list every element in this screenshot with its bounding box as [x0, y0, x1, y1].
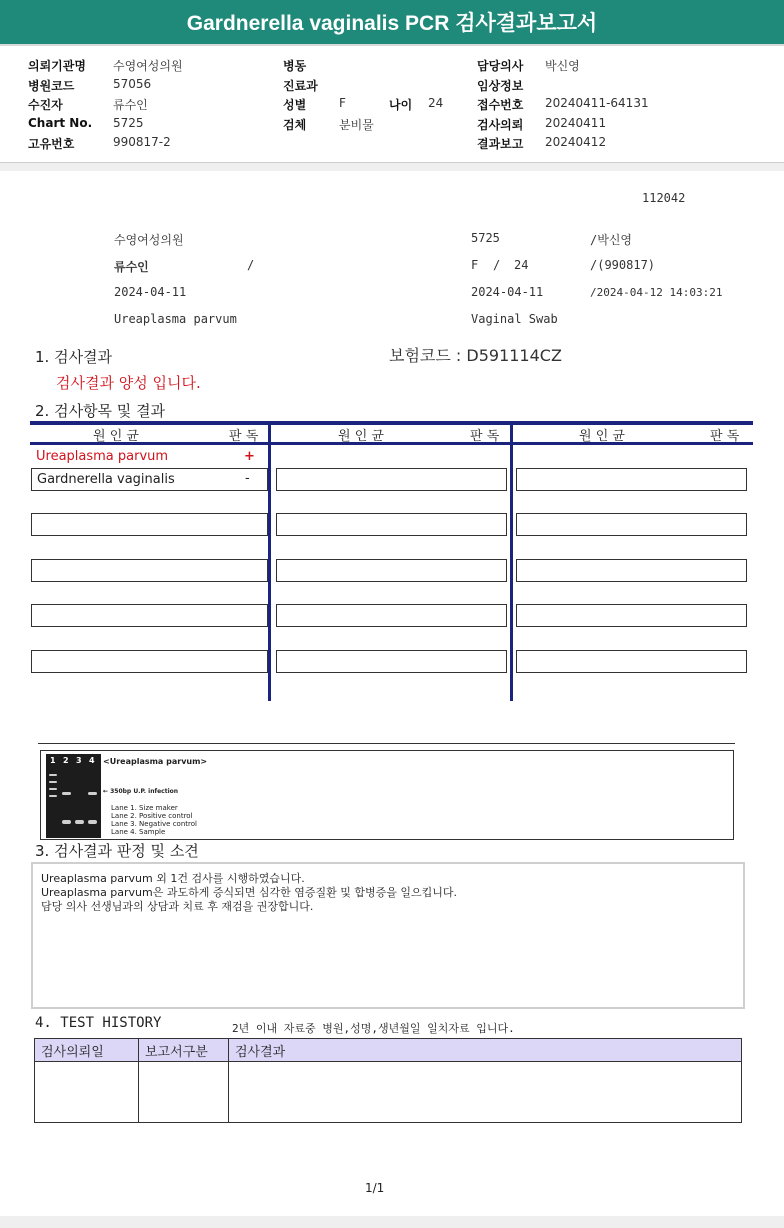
header-label: Chart No. [28, 115, 93, 130]
header-row [477, 96, 777, 116]
gel-legend-item: Lane 1. Size maker [111, 804, 178, 812]
report-title: Gardnerella vaginalis PCR 검사결과보고서 [186, 12, 598, 35]
gel-frame [40, 750, 734, 840]
gel-legend-item: Lane 4. Sample [111, 828, 166, 836]
header-row [477, 116, 777, 136]
result-cell [31, 468, 268, 491]
page-number: 1/1 [365, 1181, 385, 1195]
interpretation-line: Ureaplasma parvum 외 1건 검사를 시행하였습니다. [41, 872, 305, 885]
header-value: 20240411 [545, 115, 607, 130]
header-value: 57056 [113, 76, 152, 91]
result-organism: Ureaplasma parvum [36, 449, 169, 464]
result-cell [276, 559, 507, 582]
header-label: 검체 [283, 117, 307, 132]
col-header-judge: 판 독 [229, 429, 259, 444]
section-1-title: 1. 검사결과 [35, 348, 113, 366]
header-label: 접수번호 [477, 98, 524, 112]
header-row [477, 57, 777, 77]
info-specimen: Vaginal Swab [471, 312, 558, 326]
result-cell [276, 513, 507, 536]
history-note: 2년 이내 자료중 병원,성명,생년월일 일치자료 입니다. [232, 1022, 515, 1035]
history-col-header: 검사의뢰일 [35, 1039, 139, 1062]
header-row [28, 77, 278, 97]
history-table [34, 1038, 742, 1123]
info-date-receive: 2024-04-11 [471, 285, 544, 299]
result-cell [516, 468, 747, 491]
header-label: 병동 [283, 59, 307, 73]
gel-band [49, 774, 57, 776]
gel-band [62, 820, 71, 824]
section-3-title: 3. 검사결과 판정 및 소견 [35, 842, 199, 860]
result-cell [31, 559, 268, 582]
interpretation-line: 담당 의사 선생님과의 상담과 치료 후 재검을 권장합니다. [41, 900, 314, 913]
info-hospital: 수영여성의원 [114, 233, 184, 247]
header-row [283, 77, 463, 97]
result-cell [516, 604, 747, 627]
info-sex: F [471, 258, 479, 272]
header-value: 박신영 [545, 59, 580, 73]
header-row [28, 57, 278, 77]
result-cell [31, 513, 268, 536]
history-col-header: 보고서구분 [139, 1039, 229, 1062]
insurance-code: 보험코드 : D591114CZ [389, 346, 562, 365]
result-judgement: + [244, 449, 255, 464]
header-value: 수영여성의원 [113, 59, 183, 73]
header-row [283, 116, 463, 136]
history-header-row [35, 1039, 742, 1062]
info-doctor: /박신영 [590, 233, 633, 247]
table-divider [268, 425, 271, 701]
header-value: 20240411-64131 [545, 96, 649, 110]
header-value: F [339, 96, 346, 110]
header-label: 결과보고 [477, 137, 524, 151]
footer-strip [0, 1216, 784, 1228]
report-title-bar [0, 0, 784, 46]
history-row [35, 1062, 742, 1123]
report-code: 112042 [642, 191, 686, 205]
header-row [283, 96, 463, 116]
gel-lane-number: 3 [76, 756, 82, 765]
header-label: 성별 [283, 98, 307, 112]
gel-lane-number: 2 [63, 756, 69, 765]
result-cell [516, 513, 747, 536]
col-header-judge: 판 독 [710, 429, 740, 444]
gel-image [46, 754, 101, 838]
header-column-3 [477, 57, 777, 155]
header-row [28, 135, 278, 155]
header-value: 990817-2 [113, 135, 171, 149]
section-2-title: 2. 검사항목 및 결과 [35, 402, 166, 420]
header-value: 류수인 [113, 98, 148, 112]
col-header-judge: 판 독 [470, 429, 500, 444]
result-cell [31, 604, 268, 627]
header-row [28, 116, 278, 136]
age-label: 나이 [389, 98, 413, 112]
gel-band [49, 781, 57, 783]
header-value: 20240412 [545, 135, 607, 149]
gel-top-rule [38, 743, 735, 744]
gel-band [88, 820, 97, 824]
gel-legend [111, 804, 197, 836]
age-value: 24 [428, 96, 444, 110]
header-row [28, 96, 278, 116]
col-header-organism: 원 인 균 [579, 429, 625, 444]
gel-band [62, 792, 71, 795]
header-label: 수진자 [28, 98, 63, 112]
table-divider [510, 425, 513, 701]
result-cell [276, 468, 507, 491]
history-cell [229, 1062, 742, 1123]
gel-lane-number: 1 [50, 756, 56, 765]
header-label: 검사의뢰 [477, 117, 524, 132]
history-cell [35, 1062, 139, 1123]
interpretation-line: Ureaplasma parvum은 과도하게 증식되면 심각한 염증질환 및 합병증을 일으킵니다. [41, 886, 457, 899]
result-cell [516, 650, 747, 673]
header-label: 진료과 [283, 78, 318, 93]
header-row [477, 77, 777, 97]
header-column-2 [283, 57, 463, 135]
result-cell [276, 650, 507, 673]
info-datetime-report: /2024-04-12 14:03:21 [590, 286, 723, 299]
header-column-1 [28, 57, 278, 155]
info-slash: / [247, 258, 255, 272]
info-id: /(990817) [590, 258, 656, 272]
header-value: 분비물 [339, 117, 374, 132]
gel-band [75, 820, 84, 824]
gel-legend-item: Lane 3. Negative control [111, 820, 197, 828]
header-row [477, 135, 777, 155]
gel-lane-number: 4 [89, 756, 95, 765]
result-summary: 검사결과 양성 입니다. [56, 374, 201, 392]
gel-band [49, 795, 57, 797]
info-chart: 5725 [471, 231, 500, 245]
info-patient: 류수인 [114, 260, 149, 274]
history-col-header: 검사결과 [229, 1039, 742, 1062]
header-label: 임상정보 [477, 78, 524, 93]
info-slash: / [493, 258, 501, 272]
result-cell [31, 650, 268, 673]
section-4-title: 4. TEST HISTORY [35, 1015, 162, 1031]
gel-band [88, 792, 97, 795]
col-header-organism: 원 인 균 [93, 429, 139, 444]
header-label: 병원코드 [28, 78, 75, 93]
history-cell [139, 1062, 229, 1123]
gel-band [49, 788, 57, 790]
col-header-organism: 원 인 균 [338, 429, 384, 444]
header-label: 의뢰기관명 [28, 59, 86, 73]
header-label: 담당의사 [477, 59, 524, 73]
gel-arrow-label: ← 350bp U.P. infection [103, 788, 179, 795]
header-value: 5725 [113, 115, 144, 130]
info-date-request: 2024-04-11 [114, 285, 187, 299]
result-cell [516, 559, 747, 582]
header-row [283, 57, 463, 77]
info-test: Ureaplasma parvum [114, 312, 237, 326]
result-cell [276, 604, 507, 627]
result-judgement: - [245, 471, 250, 486]
header-separator [0, 162, 784, 171]
interpretation-box [31, 862, 745, 1009]
gel-title: <Ureaplasma parvum> [103, 757, 208, 766]
info-age: 24 [514, 258, 529, 272]
result-organism: Gardnerella vaginalis [37, 472, 175, 487]
gel-legend-item: Lane 2. Positive control [111, 812, 193, 820]
header-label: 고유번호 [28, 137, 75, 151]
